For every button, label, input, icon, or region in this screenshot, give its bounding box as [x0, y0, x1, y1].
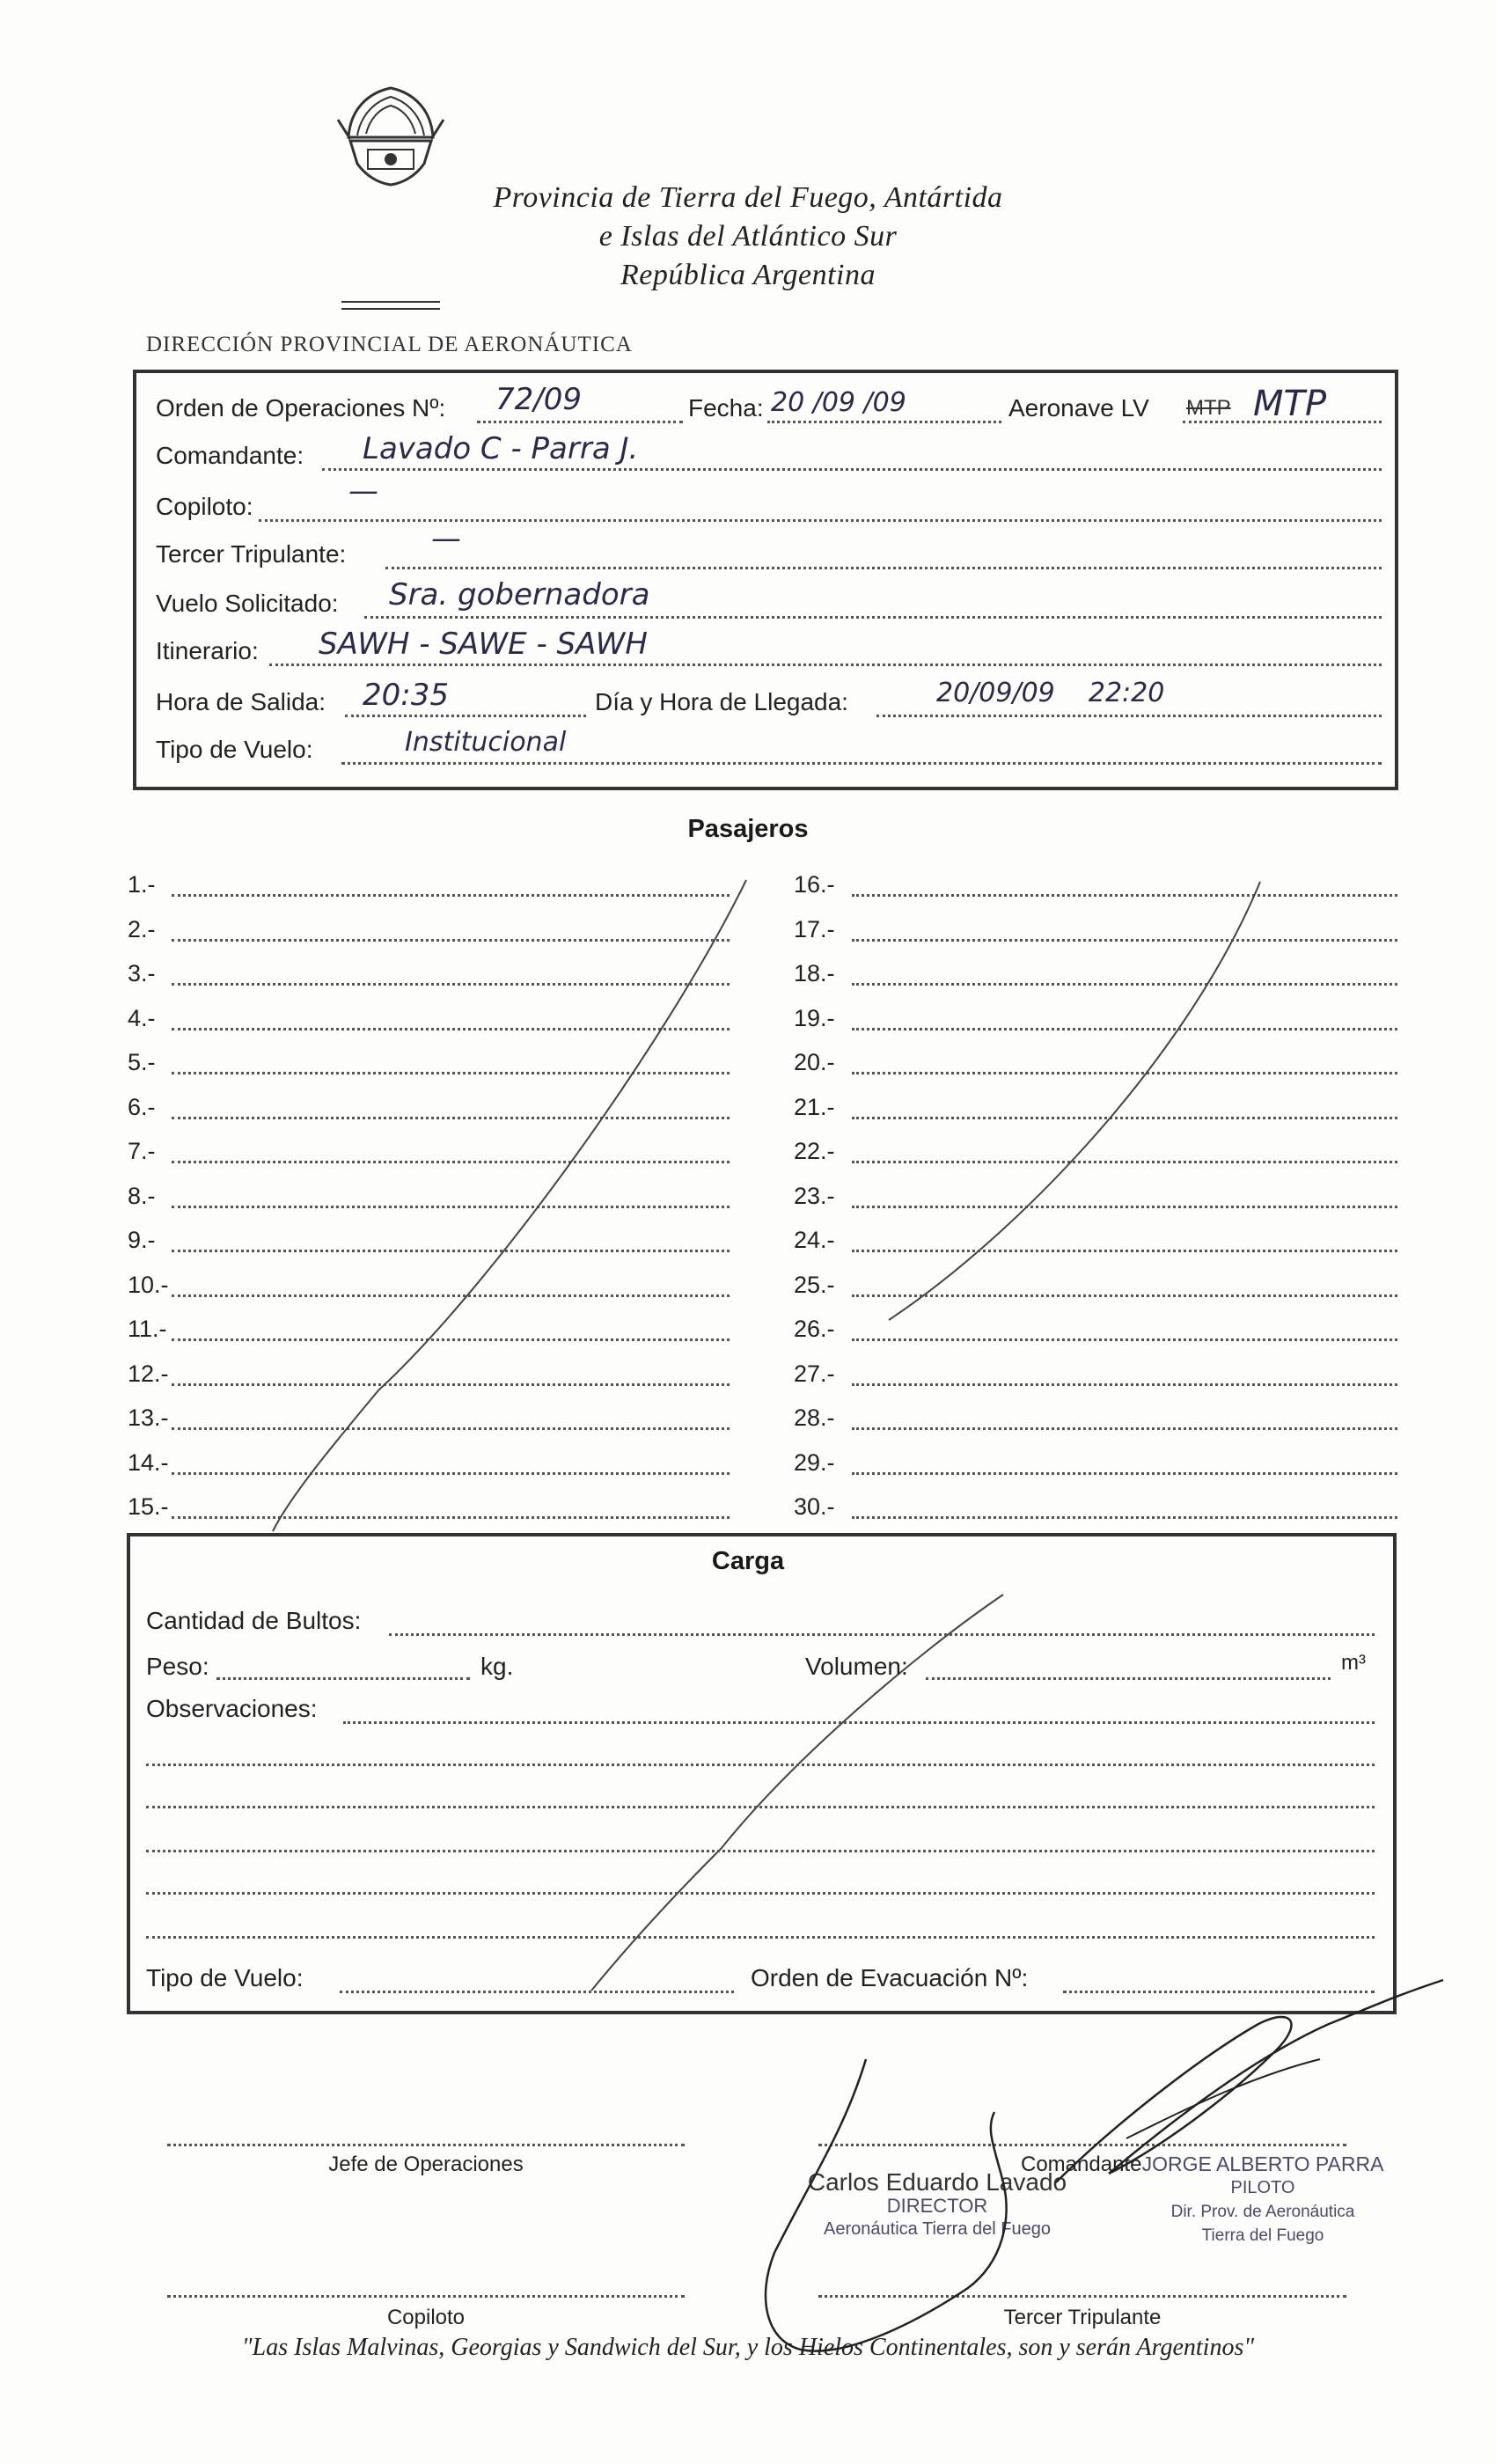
passenger-number: 6.- [128, 1093, 156, 1120]
pasajeros-title: Pasajeros [687, 815, 809, 843]
passenger-name-field[interactable] [852, 1161, 1397, 1163]
passenger-name-field[interactable] [852, 1028, 1397, 1030]
observaciones-field[interactable] [343, 1721, 1375, 1724]
stamp-title: DIRECTOR [886, 2195, 988, 2217]
header-divider [341, 301, 440, 303]
passenger-number: 30.- [794, 1493, 835, 1520]
stamp-org: Aeronáutica Tierra del Fuego [824, 2219, 1051, 2239]
province-name-line1: Provincia de Tierra del Fuego, Antártida [493, 181, 1003, 214]
passenger-name-field[interactable] [852, 1383, 1397, 1386]
observaciones-label: Observaciones: [146, 1695, 318, 1722]
department-name: DIRECCIÓN PROVINCIAL DE AERONÁUTICA [146, 333, 633, 356]
copiloto-sig-label: Copiloto [386, 2306, 466, 2329]
tipo-vuelo-value[interactable]: Institucional [405, 727, 567, 758]
passenger-number: 10.- [128, 1271, 169, 1298]
observaciones-line[interactable] [146, 1806, 1375, 1808]
passenger-name-field[interactable] [852, 1117, 1397, 1119]
footer-quote: "Las Islas Malvinas, Georgias y Sandwich del Sur, y los Hielos Continentales, son y serán Argentinos" [241, 2334, 1255, 2361]
passenger-name-field[interactable] [172, 983, 730, 986]
copiloto-dotted-line [259, 519, 1382, 522]
passenger-number: 27.- [794, 1360, 835, 1387]
piloto-stamp [1118, 2152, 1408, 2248]
passenger-name-field[interactable] [172, 1117, 730, 1119]
passenger-number: 25.- [794, 1271, 835, 1298]
passenger-number: 22.- [794, 1138, 835, 1164]
province-name-line2: e Islas del Atlántico Sur [598, 220, 898, 253]
jefe-operaciones-label: Jefe de Operaciones [328, 2152, 524, 2176]
bultos-label: Cantidad de Bultos: [146, 1607, 362, 1634]
passenger-number: 23.- [794, 1182, 835, 1209]
llegada-dotted-line [876, 715, 1382, 717]
header-divider [341, 308, 440, 310]
hora-salida-label: Hora de Salida: [156, 688, 326, 715]
observaciones-line[interactable] [146, 1936, 1375, 1939]
fecha-label: Fecha: [688, 394, 764, 422]
volumen-label: Volumen: [805, 1653, 908, 1680]
passenger-name-field[interactable] [852, 1206, 1397, 1208]
passenger-name-field[interactable] [172, 1516, 730, 1519]
carga-box [127, 1533, 1397, 2014]
copiloto-signature-line[interactable] [167, 2295, 685, 2298]
country-name: República Argentina [620, 259, 876, 291]
comandante-signature-line[interactable] [818, 2144, 1346, 2146]
aeronave-struck-value: MTP [1186, 396, 1231, 420]
director-stamp [792, 2170, 1082, 2241]
tercer-tripulante-label: Tercer Tripulante: [156, 540, 347, 568]
aeronave-value[interactable]: MTP [1253, 384, 1327, 424]
passenger-number: 1.- [128, 871, 156, 898]
passenger-number: 3.- [128, 960, 156, 986]
passenger-name-field[interactable] [172, 1206, 730, 1208]
carga-tipo-vuelo-label: Tipo de Vuelo: [146, 1964, 304, 1991]
passenger-name-field[interactable] [852, 1516, 1397, 1519]
observaciones-line[interactable] [146, 1764, 1375, 1766]
vuelo-solicitado-dotted-line [364, 616, 1382, 619]
passenger-number: 16.- [794, 871, 835, 898]
tercer-signature-line[interactable] [818, 2295, 1346, 2298]
evacuacion-field[interactable] [1063, 1991, 1375, 1993]
passenger-name-field[interactable] [172, 1028, 730, 1030]
passenger-number: 17.- [794, 915, 835, 942]
province-emblem-logo [331, 84, 451, 188]
volumen-unit: m³ [1341, 1651, 1366, 1675]
peso-field[interactable] [216, 1677, 470, 1680]
passenger-name-field[interactable] [172, 1383, 730, 1386]
passenger-number: 15.- [128, 1493, 169, 1520]
orden-dotted-line [477, 421, 683, 423]
passenger-number: 18.- [794, 960, 835, 986]
orden-label: Orden de Operaciones Nº: [156, 394, 446, 422]
tercer-tripulante-value[interactable]: — [431, 521, 461, 556]
tercer-sig-label: Tercer Tripulante [1003, 2306, 1162, 2329]
passenger-number: 13.- [128, 1404, 169, 1431]
passenger-name-field[interactable] [172, 1338, 730, 1341]
passenger-name-field[interactable] [172, 1472, 730, 1475]
passenger-name-field[interactable] [852, 894, 1397, 897]
passenger-number: 26.- [794, 1316, 835, 1342]
passenger-number: 4.- [128, 1004, 156, 1031]
passenger-name-field[interactable] [852, 1250, 1397, 1252]
jefe-signature-line[interactable] [167, 2144, 685, 2146]
passenger-name-field[interactable] [852, 1294, 1397, 1297]
orden-value[interactable]: 72/09 [495, 382, 582, 417]
passenger-name-field[interactable] [172, 1250, 730, 1252]
comandante-dotted-line [322, 468, 1382, 471]
copiloto-label: Copiloto: [156, 493, 253, 520]
carga-tipo-vuelo-field[interactable] [340, 1991, 734, 1993]
passenger-name-field[interactable] [172, 1161, 730, 1163]
observaciones-line[interactable] [146, 1850, 1375, 1852]
passenger-number: 20.- [794, 1049, 835, 1075]
vuelo-solicitado-label: Vuelo Solicitado: [156, 590, 339, 617]
passenger-number: 2.- [128, 915, 156, 942]
peso-label: Peso: [146, 1653, 209, 1680]
llegada-value[interactable]: 20/09/09 22:20 [936, 678, 1165, 708]
passenger-number: 28.- [794, 1404, 835, 1431]
passenger-name-field[interactable] [852, 1427, 1397, 1430]
vuelo-solicitado-value[interactable]: Sra. gobernadora [389, 577, 650, 612]
itinerario-value[interactable]: SAWH - SAWE - SAWH [319, 627, 648, 662]
passenger-name-field[interactable] [852, 939, 1397, 942]
fecha-value[interactable]: 20 /09 /09 [771, 387, 906, 418]
comandante-value[interactable]: Lavado C - Parra J. [363, 431, 639, 466]
peso-unit: kg. [480, 1653, 514, 1680]
tercer-tripulante-dotted-line [385, 567, 1382, 569]
carga-title: Carga [711, 1547, 785, 1575]
stamp-org: Tierra del Fuego [1201, 2226, 1324, 2245]
fecha-dotted-line [767, 421, 1001, 423]
passenger-name-field[interactable] [172, 1294, 730, 1297]
passenger-number: 5.- [128, 1049, 156, 1075]
passenger-number: 29.- [794, 1448, 835, 1476]
stamp-org: Dir. Prov. de Aeronáutica [1170, 2203, 1355, 2221]
bultos-field[interactable] [389, 1633, 1375, 1636]
passenger-name-field[interactable] [172, 894, 730, 897]
evacuacion-label: Orden de Evacuación Nº: [751, 1964, 1029, 1991]
observaciones-line[interactable] [146, 1892, 1375, 1895]
copiloto-value[interactable]: — [348, 473, 378, 509]
hora-salida-value[interactable]: 20:35 [363, 678, 449, 713]
llegada-label: Día y Hora de Llegada: [595, 688, 848, 715]
aeronave-label: Aeronave LV [1008, 394, 1149, 422]
passenger-name-field[interactable] [852, 1472, 1397, 1475]
hora-salida-dotted-line [345, 715, 586, 717]
stamp-title: PILOTO [1230, 2178, 1295, 2197]
passenger-name-field[interactable] [852, 1072, 1397, 1074]
passenger-number: 24.- [794, 1227, 835, 1253]
passenger-number: 21.- [794, 1093, 835, 1120]
passenger-number: 19.- [794, 1004, 835, 1031]
comandante-label: Comandante [1021, 2152, 1142, 2176]
passenger-number: 11.- [128, 1316, 167, 1342]
stamp-name: Carlos Eduardo Lavado [807, 2168, 1067, 2196]
itinerario-dotted-line [269, 664, 1382, 666]
passenger-name-field[interactable] [172, 1072, 730, 1074]
passenger-name-field[interactable] [172, 1427, 730, 1430]
passenger-number: 8.- [128, 1182, 156, 1209]
itinerario-label: Itinerario: [156, 637, 259, 664]
passenger-name-field[interactable] [852, 1338, 1397, 1341]
passenger-number: 9.- [128, 1227, 156, 1253]
passenger-name-field[interactable] [852, 983, 1397, 986]
passenger-number: 12.- [128, 1360, 169, 1387]
tipo-vuelo-label: Tipo de Vuelo: [156, 736, 313, 763]
passenger-number: 14.- [128, 1448, 169, 1476]
passenger-name-field[interactable] [172, 939, 730, 942]
comandante-label: Comandante: [156, 442, 304, 469]
stamp-name: JORGE ALBERTO PARRA [1141, 2152, 1384, 2175]
operations-box [133, 370, 1398, 790]
tipo-vuelo-dotted-line [341, 762, 1382, 765]
volumen-field[interactable] [926, 1677, 1331, 1680]
passenger-number: 7.- [128, 1138, 156, 1164]
